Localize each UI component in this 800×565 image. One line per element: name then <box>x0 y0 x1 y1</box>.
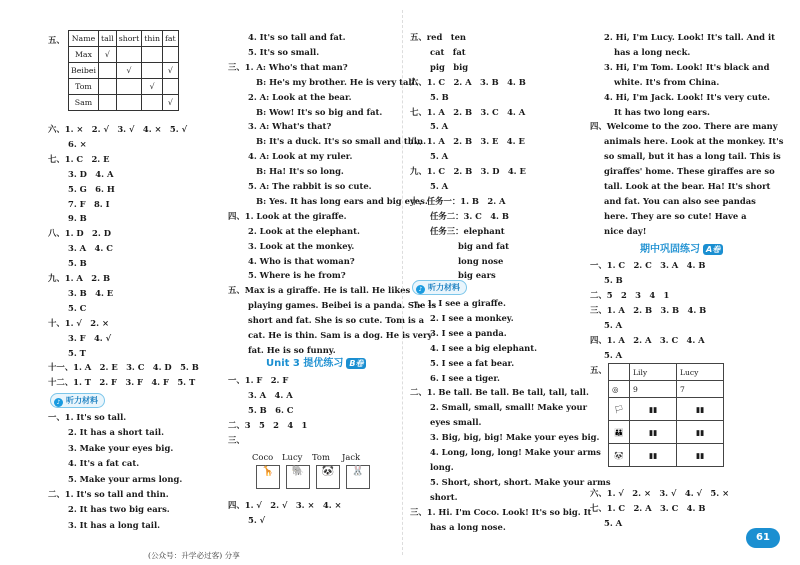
text-line: 6. I see a tiger. <box>430 372 500 383</box>
answer-table <box>68 30 179 111</box>
text-line: 三、1. Hi. I'm Coco. Look! It's so big. It <box>410 506 592 517</box>
text-line: long nose <box>458 255 504 266</box>
text-line: 五、Max is a giraffe. He is tall. He likes <box>228 285 411 296</box>
listening-material-tag: ♪ 听力材料 <box>50 393 105 408</box>
text-line: 5. G 6. H <box>68 183 115 194</box>
text-line: B: He's my brother. He is very tall. <box>256 76 418 87</box>
text-line: Coco <box>252 452 274 462</box>
grid-picture: ▮▮ <box>630 421 677 444</box>
text-line: 5. Make your arms long. <box>68 473 183 484</box>
text-line: Jack <box>342 452 361 462</box>
text-line: 5. It's so small. <box>248 46 320 57</box>
grid-cell: 9 <box>630 381 677 398</box>
text-line: 3. A 4. C <box>68 243 113 254</box>
text-line: 5. T <box>68 347 86 358</box>
headphone-icon: ♪ <box>416 285 425 294</box>
grid-picture: ▮▮ <box>677 398 724 421</box>
text-line: 3. It has a long tail. <box>68 519 161 530</box>
text-line: short. <box>430 491 458 502</box>
text-line: 4. It's so tall and fat. <box>248 32 346 42</box>
text-line: 5. √ <box>248 515 266 525</box>
text-line: 3. A: What's that? <box>248 121 332 132</box>
text-line: 三、1. A: Who's that man? <box>228 61 348 72</box>
grid-cell: 7 <box>677 381 724 398</box>
listening-material-tag: ♪ 听力材料 <box>412 280 467 295</box>
text-line: 任务三：elephant <box>430 225 505 236</box>
grid-picture: 👪 <box>609 421 630 444</box>
headphone-icon: ♪ <box>54 398 63 407</box>
text-line: 4. I see a big elephant. <box>430 342 538 353</box>
grid-picture: ▮▮ <box>630 398 677 421</box>
text-line: 2. It has a short tail. <box>68 427 165 438</box>
text-line: long. <box>430 461 454 472</box>
text-line: 3. F 4. √ <box>68 332 112 343</box>
text-line: 5. A <box>604 350 623 360</box>
table-cell: √ <box>162 95 178 111</box>
text-line: 二、1. Be tall. Be tall. Be tall, tall, tall. <box>410 387 589 398</box>
table-cell: √ <box>162 63 178 79</box>
unit-title: Unit 3 提优练习 B卷 <box>266 354 366 369</box>
center-divider <box>402 10 403 555</box>
grid-header: Lucy <box>677 364 724 381</box>
animal-picture-4: 🐰 <box>346 465 370 489</box>
text-line: 3. I see a panda. <box>430 327 507 338</box>
table-cell <box>116 47 142 63</box>
text-line: 2. Look at the elephant. <box>248 225 360 236</box>
table-cell: Name <box>69 31 99 47</box>
text-line: 3. A 4. A <box>248 390 293 400</box>
text-line: 5. Short, short, short. Make your arms <box>430 476 611 487</box>
text-line: 3. Hi, I'm Tom. Look! It's black and <box>604 61 770 72</box>
text-line: eyes small. <box>430 417 482 428</box>
text-line: 2. It has two big ears. <box>68 504 170 515</box>
text-line: short and fat. She is so cute. Tom is a <box>248 315 425 326</box>
text-line: 5. A <box>430 121 449 132</box>
table-cell <box>142 63 163 79</box>
text-line: 八、1. A 2. B 3. E 4. E <box>410 136 525 147</box>
text-line: 十、1. √ 2. × <box>48 317 109 328</box>
text-line: 5. B <box>604 275 623 285</box>
table-cell <box>98 79 116 95</box>
table-cell: thin <box>142 31 163 47</box>
text-line: 2. I see a monkey. <box>430 312 514 323</box>
grid-picture: 🏳 <box>609 398 630 421</box>
text-line: 二、1. It's so tall and thin. <box>48 489 169 499</box>
text-line: 七、1. C 2. A 3. C 4. B <box>590 503 706 513</box>
text-line: 4. It's a fat cat. <box>68 458 140 469</box>
text-line: big ears <box>458 270 496 281</box>
table-cell: √ <box>98 47 116 63</box>
text-line: 5. I see a fat bear. <box>430 357 515 368</box>
text-line: 2. Hi, I'm Lucy. Look! It's tall. And it <box>604 32 775 42</box>
text-line: pig big <box>430 61 469 72</box>
table-cell <box>98 95 116 111</box>
text-line: 一、1. I see a giraffe. <box>410 298 506 308</box>
page-number: 61 <box>746 528 780 548</box>
table-cell: √ <box>116 63 142 79</box>
text-line: 四、1. A 2. A 3. C 4. A <box>590 335 705 345</box>
animal-picture-2: 🐘 <box>286 465 310 489</box>
text-line: 三、 <box>228 435 245 445</box>
text-line: animals here. Look at the monkey. It's <box>604 136 784 147</box>
text-line: 3. Look at the monkey. <box>248 240 355 251</box>
text-line: cat. He is thin. Sam is a dog. He is very <box>248 330 433 340</box>
table-cell <box>162 79 178 95</box>
text-line: 一、1. F 2. F <box>228 375 289 385</box>
table-cell: fat <box>162 31 178 47</box>
text-line: so small, but it has a long tail. This is <box>604 151 781 162</box>
text-line: 5. A <box>430 151 449 162</box>
text-line: Tom <box>312 452 330 462</box>
grid-picture: ▮▮ <box>630 444 677 467</box>
text-line: 2. Small, small, small! Make your <box>430 402 588 413</box>
table-cell: Tom <box>69 79 99 95</box>
text-line: 4. Hi, I'm Jack. Look! It's very cute. <box>604 91 771 102</box>
section-label: 五、 <box>48 35 65 45</box>
table-cell: Beibei <box>69 63 99 79</box>
table-cell: short <box>116 31 142 47</box>
text-line: 5. B <box>430 91 449 102</box>
text-line: 3. D 4. A <box>68 168 114 179</box>
text-line: 5. B <box>68 258 87 269</box>
text-line: 四、1. √ 2. √ 3. × 4. × <box>228 500 342 510</box>
text-line: 4. A: Look at my ruler. <box>248 151 353 162</box>
text-line: 三、1. A 2. B 3. B 4. B <box>590 305 707 315</box>
table-cell: √ <box>142 79 163 95</box>
grid-header: Lily <box>630 364 677 381</box>
text-line: B: Wow! It's so big and fat. <box>256 106 383 117</box>
animal-picture-1: 🦒 <box>256 465 280 489</box>
text-line: and fat. You can also see pandas <box>604 195 756 206</box>
text-line: big and fat <box>458 240 509 251</box>
text-line: B: Yes. It has long ears and big eyes. <box>256 195 428 206</box>
text-line: 6. × <box>68 138 87 149</box>
table-cell <box>162 47 178 63</box>
text-line: B: Ha! It's so long. <box>256 166 344 177</box>
text-line: 五、red ten <box>410 32 467 42</box>
text-line: 一、1. It's so tall. <box>48 412 127 422</box>
footer-text: (公众号：升学必过客) 分享 <box>148 551 240 560</box>
text-line: 七、1. C 2. E <box>48 153 110 164</box>
text-line: has a long nose. <box>430 521 506 532</box>
text-line: 九、1. A 2. B <box>48 273 111 283</box>
text-line: B: It's a duck. It's so small and thin. <box>256 136 426 147</box>
text-line: 六、1. √ 2. × 3. √ 4. √ 5. × <box>590 488 730 498</box>
text-line: 四、1. Look at the giraffe. <box>228 210 347 221</box>
mid-term-title: 期中巩固练习 A卷 <box>640 240 723 255</box>
text-line: here. They are so cute! Have a <box>604 210 747 221</box>
text-line: 八、1. D 2. D <box>48 228 111 239</box>
text-line: 任务二：3. C 4. B <box>430 210 509 221</box>
text-line: giraffes' home. These giraffes are so <box>604 166 775 177</box>
answer-grid <box>608 363 724 467</box>
text-line: 二、5 2 3 4 1 <box>590 290 670 300</box>
text-line: 5. Where is he from? <box>248 270 346 281</box>
table-cell <box>98 63 116 79</box>
text-line: 十二、1. T 2. F 3. F 4. F 5. T <box>48 377 196 388</box>
grid-header <box>609 364 630 381</box>
text-line: 5. A <box>604 518 623 528</box>
grid-picture: ▮▮ <box>677 421 724 444</box>
text-line: cat fat <box>430 46 466 57</box>
table-cell <box>116 95 142 111</box>
grid-cell: ◎ <box>609 381 630 398</box>
text-line: fat. He is so funny. <box>248 344 336 355</box>
text-line: 3. Make your eyes big. <box>68 442 174 453</box>
text-line: 5. B 6. C <box>248 405 294 415</box>
text-line: 六、1. × 2. √ 3. √ 4. × 5. √ <box>48 124 188 134</box>
text-line: 九、1. C 2. B 3. D 4. E <box>410 166 526 177</box>
text-line: 2. A: Look at the bear. <box>248 91 352 102</box>
text-line: 六、1. C 2. A 3. B 4. B <box>410 76 526 87</box>
grid-picture: 🐼 <box>609 444 630 467</box>
text-line: 9. B <box>68 213 87 224</box>
text-line: 4. Who is that woman? <box>248 255 355 266</box>
table-cell <box>142 95 163 111</box>
text-line: has a long neck. <box>614 46 691 57</box>
text-line: 五、 <box>590 365 607 375</box>
table-cell: tall <box>98 31 116 47</box>
text-line: It has two long ears. <box>614 106 710 117</box>
text-line: 5. C <box>68 302 87 313</box>
table-cell <box>116 79 142 95</box>
text-line: 5. A <box>430 181 449 191</box>
text-line: 七、1. A 2. B 3. C 4. A <box>410 106 526 117</box>
table-cell: Sam <box>69 95 99 111</box>
text-line: tall. Look at the bear. Ha! It's short <box>604 181 771 191</box>
grid-picture: ▮▮ <box>677 444 724 467</box>
text-line: 3. B 4. E <box>68 287 114 298</box>
text-line: 二、3 5 2 4 1 <box>228 420 308 430</box>
text-line: 5. A: The rabbit is so cute. <box>248 181 372 191</box>
text-line: 四、Welcome to the zoo. There are many <box>590 121 778 132</box>
animal-picture-3: 🐼 <box>316 465 340 489</box>
text-line: 3. Big, big, big! Make your eyes big. <box>430 432 600 443</box>
text-line: 5. A <box>604 320 623 330</box>
text-line: 4. Long, long, long! Make your arms <box>430 447 601 457</box>
table-cell: Max <box>69 47 99 63</box>
text-line: 一、1. C 2. C 3. A 4. B <box>590 260 706 270</box>
text-line: 十一、1. A 2. E 3. C 4. D 5. B <box>48 362 199 373</box>
text-line: nice day! <box>604 225 647 236</box>
text-line: 7. F 8. I <box>68 198 110 209</box>
table-cell <box>142 47 163 63</box>
text-line: 十、任务一：1. B 2. A <box>410 195 506 206</box>
text-line: playing games. Beibei is a panda. She is <box>248 300 437 311</box>
text-line: white. It's from China. <box>614 76 720 87</box>
text-line: Lucy <box>282 452 303 462</box>
